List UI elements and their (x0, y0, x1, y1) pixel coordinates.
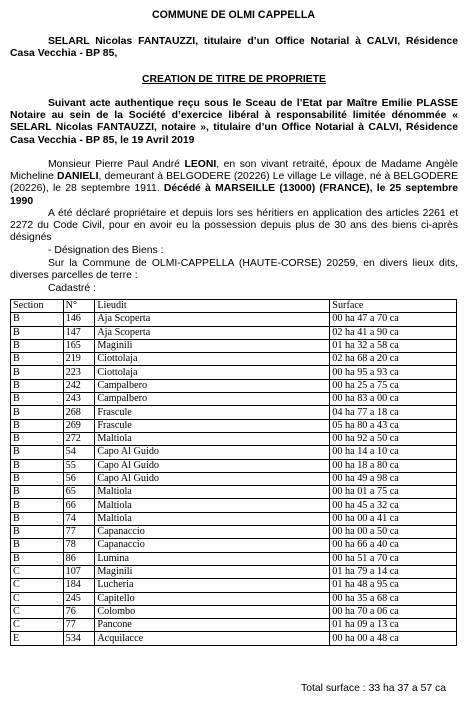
cell-lieudit: Capo Al Guido (95, 459, 330, 472)
cell-lieudit: Maltiola (95, 486, 330, 499)
table-row (11, 526, 457, 539)
cell-surface: 04 ha 77 a 18 ca (330, 406, 457, 419)
cell-section: B (11, 552, 64, 565)
notary-office-text: SELARL Nicolas FANTAUZZI, titulaire d’un Office Notarial à CALVI, Résidence Casa Vecchia - BP 85, (10, 36, 458, 60)
cell-number: 272 (63, 432, 95, 445)
table-row (11, 339, 457, 352)
cell-lieudit: Acquilacce (95, 632, 330, 645)
cell-surface: 00 ha 35 a 68 ca (330, 592, 457, 605)
cell-section: B (11, 459, 64, 472)
table-row (11, 432, 457, 445)
cell-number: 76 (63, 605, 95, 618)
header-section: Section (11, 300, 64, 313)
cell-surface: 00 ha 95 a 93 ca (330, 366, 457, 379)
cell-lieudit: Aja Scoperta (95, 326, 330, 339)
owner-text-1: Monsieur Pierre Paul André (48, 159, 185, 170)
deed-paragraph (10, 98, 458, 147)
cell-lieudit: Maltiola (95, 512, 330, 525)
cell-surface: 02 ha 68 a 20 ca (330, 353, 457, 366)
table-row (11, 552, 457, 565)
owner-paragraph (10, 159, 458, 208)
cell-lieudit: Maginili (95, 565, 330, 578)
cell-number: 146 (63, 313, 95, 326)
cell-surface: 00 ha 14 a 10 ca (330, 446, 457, 459)
cell-number: 219 (63, 353, 95, 366)
cell-number: 86 (63, 552, 95, 565)
cell-lieudit: Frascule (95, 419, 330, 432)
cell-section: B (11, 499, 64, 512)
cell-surface: 00 ha 92 a 50 ca (330, 432, 457, 445)
cell-surface: 05 ha 80 a 43 ca (330, 419, 457, 432)
table-row (11, 459, 457, 472)
cell-lieudit: Ciottolaja (95, 366, 330, 379)
cell-section: C (11, 579, 64, 592)
cell-lieudit: Lucheria (95, 579, 330, 592)
deed-paragraph-text: Suivant acte authentique reçu sous le Sceau de l’Etat par Maître Emilie PLASSE Notaire au sein de la Société d’exercice libéral à responsabilité limitée dénommée « SELARL Nicolas FANTAUZZI, notaire », titulaire d’un Office Notarial à CALVI, Résidence Casa Vecchia - BP 85, le 19 Avril 2019 (10, 98, 458, 146)
cell-surface: 01 ha 32 a 58 ca (330, 339, 457, 352)
table-row (11, 565, 457, 578)
table-header-row (11, 300, 457, 313)
cell-surface: 02 ha 41 a 90 ca (330, 326, 457, 339)
cell-number: 147 (63, 326, 95, 339)
table-row (11, 353, 457, 366)
cell-surface: 00 ha 01 a 75 ca (330, 486, 457, 499)
cell-number: 107 (63, 565, 95, 578)
cell-lieudit: Aja Scoperta (95, 313, 330, 326)
table-row (11, 486, 457, 499)
cell-surface: 00 ha 00 a 48 ca (330, 632, 457, 645)
cell-number: 78 (63, 539, 95, 552)
cell-surface: 00 ha 18 a 80 ca (330, 459, 457, 472)
cell-section: E (11, 632, 64, 645)
death-info: Décédé à MARSEILLE (13000) (FRANCE), le 25 septembre 1990 (10, 183, 458, 207)
cell-surface: 01 ha 09 a 13 ca (330, 619, 457, 632)
table-row (11, 446, 457, 459)
header-surface: Surface (330, 300, 457, 313)
cell-number: 269 (63, 419, 95, 432)
table-row (11, 366, 457, 379)
section-title (10, 74, 458, 86)
table-row (11, 605, 457, 618)
cell-number: 242 (63, 379, 95, 392)
cell-surface: 00 ha 83 a 00 ca (330, 393, 457, 406)
cell-number: 184 (63, 579, 95, 592)
cell-surface: 00 ha 00 a 41 ca (330, 512, 457, 525)
cell-section: B (11, 353, 64, 366)
cell-number: 243 (63, 393, 95, 406)
table-row (11, 313, 457, 326)
cell-number: 65 (63, 486, 95, 499)
cell-lieudit: Capanaccio (95, 539, 330, 552)
commune-paragraph: Sur la Commune de OLMI-CAPPELLA (HAUTE-CORSE) 20259, en divers lieux dits, diverses parcelles de terre : (10, 258, 458, 282)
table-row (11, 579, 457, 592)
cell-section: B (11, 539, 64, 552)
cell-number: 77 (63, 619, 95, 632)
cell-number: 54 (63, 446, 95, 459)
cell-section: B (11, 393, 64, 406)
cell-lieudit: Ciottolaja (95, 353, 330, 366)
cell-number: 268 (63, 406, 95, 419)
table-row (11, 419, 457, 432)
cell-section: B (11, 406, 64, 419)
total-surface: Total surface : 33 ha 37 a 57 ca (301, 683, 446, 694)
cell-section: C (11, 605, 64, 618)
cell-surface: 00 ha 51 a 70 ca (330, 552, 457, 565)
cell-section: B (11, 432, 64, 445)
cell-number: 165 (63, 339, 95, 352)
cell-surface: 00 ha 00 a 50 ca (330, 526, 457, 539)
cell-section: B (11, 512, 64, 525)
cell-section: B (11, 486, 64, 499)
cell-section: B (11, 446, 64, 459)
cell-surface: 00 ha 45 a 32 ca (330, 499, 457, 512)
cell-section: B (11, 379, 64, 392)
cell-lieudit: Maginili (95, 339, 330, 352)
cell-surface: 01 ha 48 a 95 ca (330, 579, 457, 592)
cell-lieudit: Capo Al Guido (95, 472, 330, 485)
cell-surface: 01 ha 79 a 14 ca (330, 565, 457, 578)
cell-lieudit: Maltiola (95, 499, 330, 512)
table-row (11, 512, 457, 525)
cell-number: 74 (63, 512, 95, 525)
table-row (11, 326, 457, 339)
cell-lieudit: Capitello (95, 592, 330, 605)
cell-number: 56 (63, 472, 95, 485)
owner-surname: LEONI (184, 159, 217, 170)
commune-header: COMMUNE DE OLMI CAPPELLA (151, 9, 316, 21)
cell-number: 223 (63, 366, 95, 379)
cell-number: 534 (63, 632, 95, 645)
table-row (11, 379, 457, 392)
cell-section: B (11, 526, 64, 539)
cell-lieudit: Pancone (95, 619, 330, 632)
cell-number: 245 (63, 592, 95, 605)
cell-lieudit: Capo Al Guido (95, 446, 330, 459)
cell-lieudit: Campalbero (95, 393, 330, 406)
header-number: N° (63, 300, 95, 313)
owner-text-3: , demeurant à BELGODERE (20226) Le village Le village, né à BELGODERE (20226), le 28 septembre 1911. (10, 171, 459, 195)
table-row (11, 619, 457, 632)
cell-section: B (11, 366, 64, 379)
table-row (11, 499, 457, 512)
parcels-table (10, 299, 457, 646)
cell-number: 55 (63, 459, 95, 472)
cell-surface: 00 ha 66 a 40 ca (330, 539, 457, 552)
owner-text-2: , en son vivant retraité, époux de Madame Angèle Micheline (10, 159, 458, 183)
cell-surface: 00 ha 49 a 98 ca (330, 472, 457, 485)
cell-section: C (11, 592, 64, 605)
cell-section: C (11, 565, 64, 578)
spouse-surname: DANIELI (56, 171, 99, 183)
table-row (11, 406, 457, 419)
cell-surface: 00 ha 25 a 75 ca (330, 379, 457, 392)
table-row (11, 393, 457, 406)
cell-surface: 00 ha 70 a 06 ca (330, 605, 457, 618)
cell-section: B (11, 472, 64, 485)
cell-section: B (11, 339, 64, 352)
section-title-text: CREATION DE TITRE DE PROPRIETE (142, 74, 326, 85)
designation-line: - Désignation des Biens : (48, 245, 164, 256)
cell-lieudit: Lumina (95, 552, 330, 565)
cell-section: B (11, 313, 64, 326)
cell-number: 77 (63, 526, 95, 539)
cell-section: B (11, 326, 64, 339)
table-row (11, 592, 457, 605)
cell-lieudit: Maltiola (95, 432, 330, 445)
cell-number: 66 (63, 499, 95, 512)
table-body (11, 313, 457, 645)
table-row (11, 632, 457, 645)
cell-lieudit: Campalbero (95, 379, 330, 392)
cell-section: C (11, 619, 64, 632)
cell-surface: 00 ha 47 a 70 ca (330, 313, 457, 326)
cell-lieudit: Colombo (95, 605, 330, 618)
declaration-paragraph: A été déclaré propriétaire et depuis lors ses héritiers en application des articles 2261 et 2272 du Code Civil, pour en avoir eu la possession depuis plus de 30 ans des biens ci-après désignés (10, 208, 458, 244)
header-lieudit: Lieudit (95, 300, 330, 313)
cell-lieudit: Frascule (95, 406, 330, 419)
table-row (11, 472, 457, 485)
notary-office-paragraph (10, 36, 458, 60)
cadastre-label: Cadastré : (48, 283, 96, 294)
table-row (11, 539, 457, 552)
cell-lieudit: Capanaccio (95, 526, 330, 539)
cell-section: B (11, 419, 64, 432)
